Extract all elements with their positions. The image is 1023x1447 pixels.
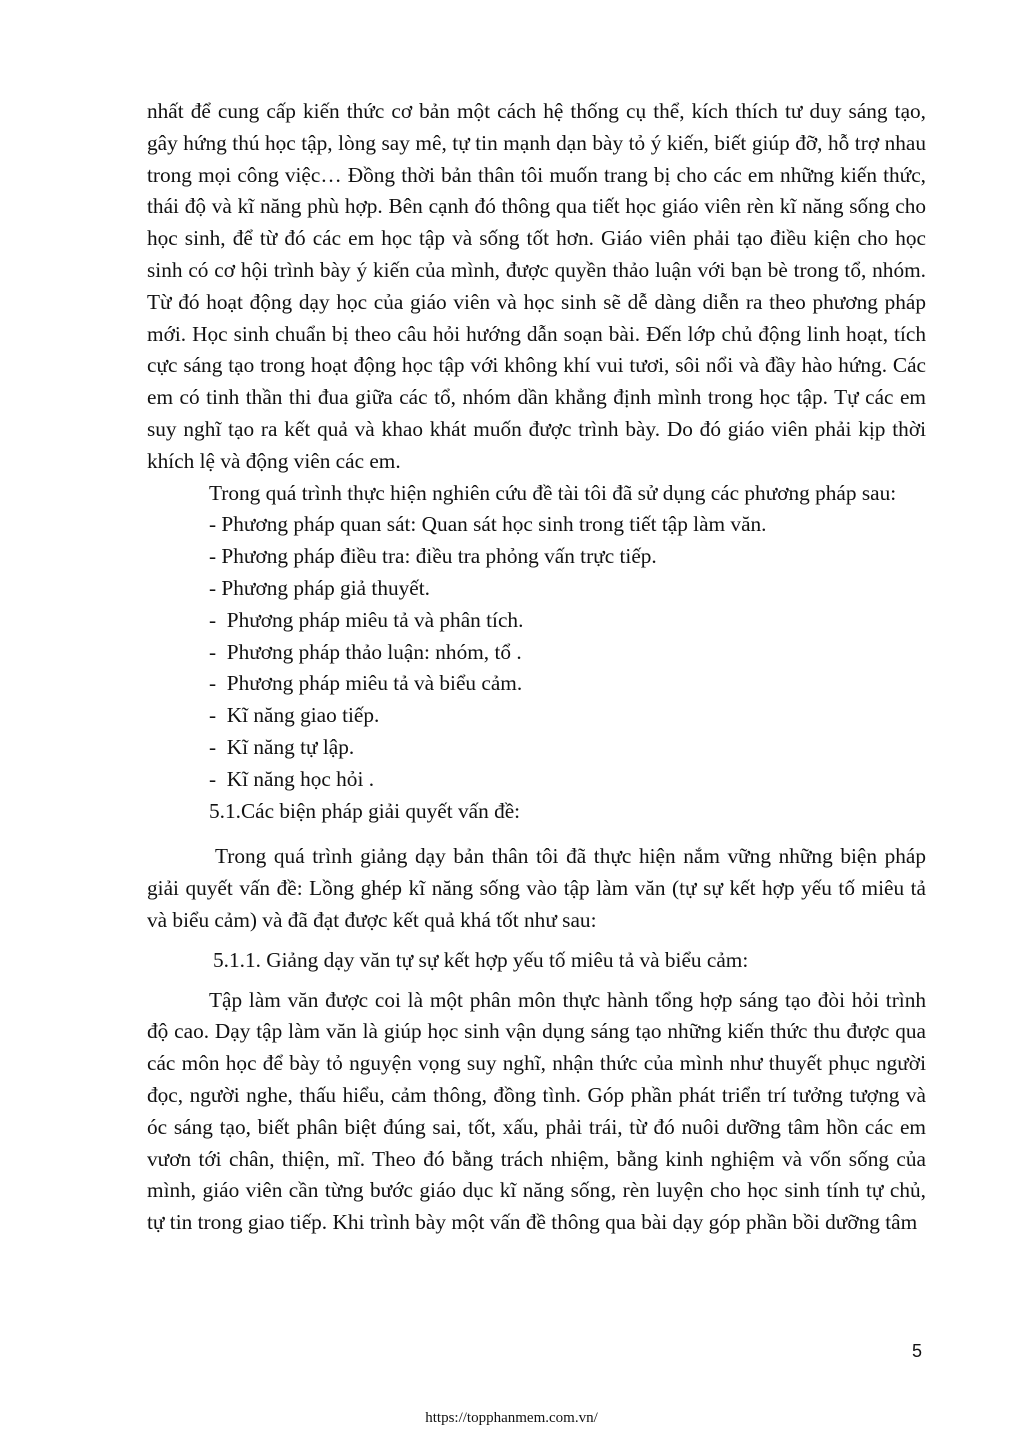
- document-body: [147, 96, 926, 1239]
- list-item: - Phương pháp quan sát: Quan sát học sinh trong tiết tập làm văn.: [209, 512, 767, 537]
- methods-list: [147, 509, 926, 795]
- paragraph-solutions: Trong quá trình giảng dạy bản thân tôi đã thực hiện nắm vững những biện pháp giải quyết vấn đề: Lồng ghép kĩ năng sống vào tập làm văn (tự sự kết hợp yếu tố miêu tả và biểu cảm) và đã đạt được kết quả khá tốt như sau:: [147, 844, 926, 932]
- list-item: - Kĩ năng tự lập.: [209, 734, 355, 759]
- list-item: - Kĩ năng giao tiếp.: [209, 703, 380, 728]
- paragraph-methods-intro: Trong quá trình thực hiện nghiên cứu đề tài tôi đã sử dụng các phương pháp sau:: [209, 480, 897, 505]
- subsection-heading: 5.1.1. Giảng dạy văn tự sự kết hợp yếu tố miêu tả và biểu cảm:: [213, 947, 749, 972]
- paragraph-continuation: nhất để cung cấp kiến thức cơ bản một cách hệ thống cụ thể, kích thích tư duy sáng tạo, gây hứng thú học tập, lòng say mê, tự tin mạnh dạn bày tỏ ý kiến, biết giúp đỡ, hỗ trợ nhau trong mọi công việc… Đồng thời bản thân tôi muốn trang bị cho các em những kiến thức, thái độ và kĩ năng phù hợp. Bên cạnh đó thông qua tiết học giáo viên rèn kĩ năng sống cho học sinh, để từ đó các em học tập và sống tốt hơn. Giáo viên phải tạo điều kiện cho học sinh có cơ hội trình bày ý kiến của mình, được quyền thảo luận với bạn bè trong tổ, nhóm. Từ đó hoạt động dạy học của giáo viên và học sinh sẽ dễ dàng diễn ra theo phương pháp mới. Học sinh chuẩn bị theo câu hỏi hướng dẫn soạn bài. Đến lớp chủ động linh hoạt, tích cực sáng tạo trong hoạt động học tập với không khí vui tươi, sôi nổi và đầy hào hứng. Các em có tinh thần thi đua giữa các tổ, nhóm dần khẳng định mình trong học tập. Tự các em suy nghĩ tạo ra kết quả và khao khát muốn được trình bày. Do đó giáo viên phải kịp thời khích lệ và động viên các em.: [147, 99, 926, 473]
- list-item: - Phương pháp điều tra: điều tra phỏng vấn trực tiếp.: [209, 544, 657, 569]
- list-item: - Phương pháp giả thuyết.: [209, 575, 430, 600]
- page-number: 5: [912, 1341, 923, 1361]
- paragraph-teaching: Tập làm văn được coi là một phân môn thực hành tổng hợp sáng tạo đòi hỏi trình độ cao. Dạy tập làm văn là giúp học sinh vận dụng sáng tạo những kiến thức thu được qua các môn học để bày tỏ nguyện vọng suy nghĩ, nhận thức của mình như thuyết phục người đọc, người nghe, thấu hiểu, cảm thông, đồng tình. Góp phần phát triển trí tưởng tượng và óc sáng tạo, biết phân biệt đúng sai, tốt, xấu, phải trái, từ đó nuôi dưỡng tâm hồn các em vươn tới chân, thiện, mĩ. Theo đó bằng trách nhiệm, bằng kinh nghiệm và vốn sống của mình, giáo viên cần từng bước giáo dục kĩ năng sống, rèn luyện cho học sinh tính tự chủ, tự tin trong giao tiếp. Khi trình bày một vấn đề thông qua bài dạy góp phần bồi dưỡng tâm: [147, 987, 926, 1235]
- list-item: - Kĩ năng học hỏi .: [209, 766, 375, 791]
- list-item: - Phương pháp thảo luận: nhóm, tổ .: [209, 639, 522, 664]
- list-item: - Phương pháp miêu tả và biểu cảm.: [209, 671, 523, 696]
- list-item: - Phương pháp miêu tả và phân tích.: [209, 607, 524, 632]
- footer-url: https://topphanmem.com.vn/: [425, 1410, 598, 1426]
- section-heading: 5.1.Các biện pháp giải quyết vấn đề:: [209, 798, 521, 823]
